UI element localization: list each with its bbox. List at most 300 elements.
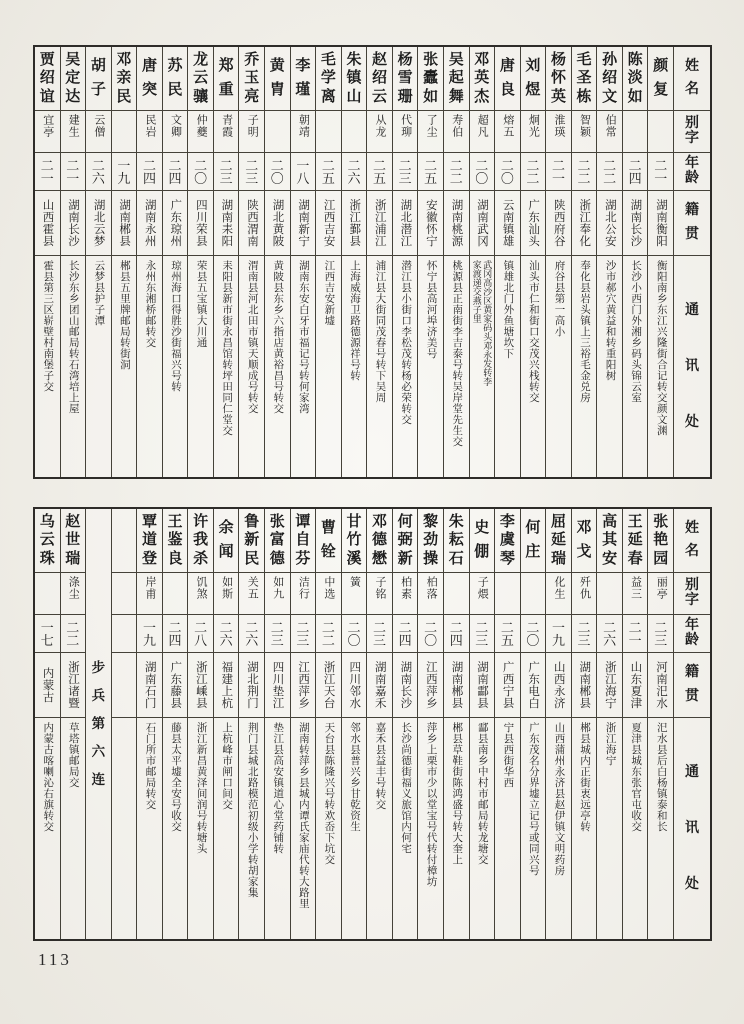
- header-native-place-label: [674, 190, 710, 255]
- name-char: 安: [602, 550, 618, 567]
- native-place-text: 四川邻水: [348, 661, 361, 709]
- name-char: 张: [423, 51, 439, 68]
- age-char: 三: [296, 632, 310, 648]
- age-char: 二: [475, 157, 489, 173]
- address-cell: [163, 717, 188, 939]
- roster-entry-column: [136, 509, 162, 939]
- name-char: 云: [193, 70, 209, 86]
- address-text: 夏津县城东张官屯收交: [630, 722, 642, 832]
- roster-entry-column: [238, 47, 264, 477]
- name-char: 竹: [346, 532, 362, 548]
- age-char: 〇: [347, 632, 361, 648]
- roster-entry-column: [545, 47, 571, 477]
- native-place-text: 内蒙古: [41, 667, 54, 703]
- alias-cell: [393, 110, 418, 152]
- age-cell: [61, 152, 86, 190]
- name-cell: [35, 509, 60, 572]
- age-char: 三: [245, 170, 259, 186]
- age-cell: [367, 152, 392, 190]
- name-cell: [444, 47, 469, 110]
- address-cell: [137, 255, 162, 477]
- unit-section-column: [85, 509, 111, 939]
- name-char: 达: [65, 88, 81, 105]
- age-cell: [521, 152, 546, 190]
- unit-section-char: 六: [91, 744, 106, 759]
- age-char: 二: [654, 157, 668, 173]
- alias-text: 子明: [246, 114, 259, 138]
- native-place-text: 陕西渭南: [245, 199, 258, 247]
- name-char: 琴: [499, 550, 515, 567]
- roster-entry-column: [162, 509, 188, 939]
- address-text: 郴县草鞋街陈鸿盛号转大奎上: [451, 722, 463, 865]
- native-place-cell: [597, 652, 622, 717]
- roster-entry-column: [571, 47, 597, 477]
- native-place-cell: [291, 190, 316, 255]
- alias-text: 簧: [348, 576, 361, 588]
- name-char: 新: [244, 532, 260, 548]
- name-cell: [137, 509, 162, 572]
- age-cell: [546, 614, 571, 652]
- roster-entry-column: [469, 509, 495, 939]
- name-char: 戈: [576, 544, 592, 561]
- native-place-cell: [623, 190, 648, 255]
- address-text: 浙江海宁: [604, 722, 616, 766]
- native-place-text: 湖南长沙: [67, 199, 80, 247]
- roster-entry-column: [238, 509, 264, 939]
- name-char: 刘: [525, 57, 541, 74]
- name-char: 劲: [423, 532, 439, 548]
- address-cell: [648, 717, 673, 939]
- name-char: 新: [397, 550, 413, 567]
- header-char: 字: [685, 131, 699, 147]
- age-cell: [367, 614, 392, 652]
- alias-cell: [521, 572, 546, 614]
- name-char: 重: [218, 82, 234, 99]
- name-char: 倗: [474, 544, 490, 561]
- address-cell: [137, 717, 162, 939]
- age-char: 二: [373, 619, 387, 635]
- native-place-text: 福建上杭: [220, 661, 233, 709]
- name-char: 朱: [448, 513, 464, 530]
- alias-cell: [265, 110, 290, 152]
- alias-text: 关五: [246, 576, 259, 600]
- address-cell: [112, 255, 137, 477]
- age-char: 四: [449, 632, 463, 648]
- age-char: 二: [526, 157, 540, 173]
- native-place-text: 云南镇雄: [501, 199, 514, 247]
- alias-text: 伯常: [604, 114, 617, 138]
- name-cell: [342, 509, 367, 572]
- age-char: 一: [551, 619, 565, 635]
- alias-text: 岸甫: [143, 576, 156, 600]
- name-char: 黄: [269, 57, 285, 74]
- age-cell: [35, 152, 60, 190]
- name-cell: [214, 47, 239, 110]
- age-cell: [572, 614, 597, 652]
- alias-text: 涤尘: [67, 576, 80, 600]
- native-place-cell: [214, 652, 239, 717]
- address-text: 上海威海卫路德源祥号转: [348, 260, 360, 381]
- header-char: 通: [685, 764, 699, 780]
- name-char: 朱: [346, 51, 362, 68]
- name-cell: [265, 47, 290, 110]
- native-place-text: 陕西府谷: [552, 199, 565, 247]
- name-cell: [418, 47, 443, 110]
- empty-address-cell: [112, 717, 137, 939]
- header-char: 处: [685, 876, 699, 892]
- age-char: 二: [347, 619, 361, 635]
- age-char: 二: [449, 157, 463, 173]
- native-place-cell: [163, 190, 188, 255]
- name-cell: [342, 47, 367, 110]
- address-text: 奉化县岩头镇上三裕毛金兑房: [579, 260, 591, 403]
- name-cell: [291, 509, 316, 572]
- address-cell: [470, 255, 495, 477]
- name-char: 李: [499, 513, 515, 530]
- name-char: 学: [320, 70, 336, 86]
- name-char: 淡: [627, 70, 643, 86]
- age-char: 六: [603, 632, 617, 648]
- alias-cell: [316, 572, 341, 614]
- name-cell: [163, 47, 188, 110]
- native-place-text: 湖北公安: [603, 199, 616, 247]
- alias-cell: [137, 572, 162, 614]
- name-char: 如: [627, 88, 643, 105]
- header-char: 年: [685, 618, 699, 634]
- address-text: 邻水县普兴乡甘乾资生: [348, 722, 360, 832]
- age-char: 二: [270, 157, 284, 173]
- header-char: 通: [685, 302, 699, 318]
- age-char: 二: [424, 619, 438, 635]
- name-char: 覃: [141, 513, 157, 530]
- name-char: 起: [448, 70, 464, 86]
- name-cell: [137, 47, 162, 110]
- address-text: 郴县城内正街衷远亭转: [579, 722, 591, 832]
- name-char: 煜: [525, 82, 541, 99]
- address-cell: [239, 717, 264, 939]
- alias-cell: [393, 572, 418, 614]
- native-place-cell: [239, 652, 264, 717]
- alias-cell: [265, 572, 290, 614]
- name-char: 登: [141, 550, 157, 567]
- roster-entry-column: [187, 509, 213, 939]
- alias-text: 智颖: [578, 114, 591, 138]
- name-char: 鲁: [244, 513, 260, 530]
- alias-text: 子煨: [476, 576, 489, 600]
- name-cell: [597, 509, 622, 572]
- address-text: 武冈高沙区黄家码头邓永发转李家渡递交燕子里: [471, 260, 493, 386]
- roster-entry-column: [366, 509, 392, 939]
- header-char: 处: [685, 414, 699, 430]
- alias-text: 柏素: [399, 576, 412, 600]
- age-cell: [291, 152, 316, 190]
- roster-entry-column: [60, 47, 86, 477]
- address-cell: [521, 255, 546, 477]
- address-cell: [239, 255, 264, 477]
- address-text: 郴县五里牌邮局转街洞: [118, 260, 130, 370]
- name-char: 邓: [372, 513, 388, 530]
- age-cell: [648, 152, 673, 190]
- age-cell: [137, 614, 162, 652]
- age-char: 二: [603, 170, 617, 186]
- age-cell: [444, 152, 469, 190]
- name-char: 玉: [244, 70, 260, 86]
- name-char: 操: [423, 550, 439, 567]
- name-char: 我: [193, 532, 209, 548]
- name-char: 杀: [193, 550, 209, 567]
- name-char: 珊: [397, 88, 413, 105]
- age-char: 二: [603, 157, 617, 173]
- native-place-text: 湖南桃源: [450, 199, 463, 247]
- native-place-cell: [137, 652, 162, 717]
- name-char: 吴: [65, 51, 81, 68]
- native-place-cell: [572, 652, 597, 717]
- address-cell: [367, 717, 392, 939]
- age-char: 五: [321, 170, 335, 186]
- age-cell: [291, 614, 316, 652]
- roster-entry-column: [571, 509, 597, 939]
- name-char: 雪: [397, 70, 413, 86]
- name-char: 延: [550, 532, 566, 548]
- age-cell: [418, 614, 443, 652]
- name-cell: [188, 509, 213, 572]
- age-char: 六: [219, 632, 233, 648]
- name-char: 富: [269, 532, 285, 548]
- age-char: 四: [168, 632, 182, 648]
- alias-cell: [61, 110, 86, 152]
- name-cell: [239, 509, 264, 572]
- alias-cell: [137, 110, 162, 152]
- address-cell: [86, 255, 111, 477]
- name-char: 良: [499, 82, 515, 99]
- age-char: 二: [449, 170, 463, 186]
- native-place-cell: [393, 652, 418, 717]
- name-char: 乔: [244, 51, 260, 68]
- age-char: 〇: [424, 632, 438, 648]
- address-cell: [572, 717, 597, 939]
- native-place-text: 浙江奉化: [578, 199, 591, 247]
- name-char: 珠: [39, 550, 55, 567]
- roster-entry-column: [290, 47, 316, 477]
- alias-cell: [444, 110, 469, 152]
- alias-cell: [291, 572, 316, 614]
- age-char: 二: [577, 619, 591, 635]
- age-cell: [214, 152, 239, 190]
- alias-cell: [112, 110, 137, 152]
- roster-entry-column: [596, 509, 622, 939]
- roster-entry-column: [443, 47, 469, 477]
- address-text: 嘉禾县益丰号转交: [374, 722, 386, 810]
- name-cell: [35, 47, 60, 110]
- address-text: 渭南县河北田市镇天顺成号转交: [246, 260, 258, 414]
- address-text: 云梦县护子潭: [93, 260, 105, 326]
- name-char: 骧: [193, 88, 209, 105]
- age-char: 二: [66, 632, 80, 648]
- alias-cell: [86, 110, 111, 152]
- header-char: 贯: [685, 226, 699, 242]
- address-text: 草塔镇邮局交: [67, 722, 79, 788]
- alias-text: 朝靖: [297, 114, 310, 138]
- name-char: 春: [627, 550, 643, 567]
- age-char: 二: [142, 157, 156, 173]
- name-cell: [367, 47, 392, 110]
- roster-entry-column: [264, 509, 290, 939]
- header-char: 籍: [685, 203, 699, 219]
- address-cell: [546, 717, 571, 939]
- alias-cell: [444, 572, 469, 614]
- name-cell: [291, 47, 316, 110]
- address-cell: [35, 255, 60, 477]
- header-char: 字: [685, 593, 699, 609]
- alias-text: 洁行: [297, 576, 310, 600]
- name-char: 庄: [525, 544, 541, 561]
- age-char: 二: [40, 157, 54, 173]
- header-char: 别: [685, 115, 699, 131]
- age-char: 〇: [270, 170, 284, 186]
- native-place-text: 湖北黄陂: [271, 199, 284, 247]
- address-cell: [444, 255, 469, 477]
- name-char: 赵: [65, 513, 81, 530]
- name-cell: [367, 509, 392, 572]
- roster-entry-column: [494, 509, 520, 939]
- empty-name-cell: [112, 509, 137, 572]
- age-cell: [316, 614, 341, 652]
- age-char: 〇: [526, 632, 540, 648]
- address-text: 江西吉安新墟: [323, 260, 335, 326]
- age-cell: [393, 152, 418, 190]
- native-place-cell: [112, 190, 137, 255]
- name-cell: [239, 47, 264, 110]
- native-place-cell: [495, 652, 520, 717]
- address-cell: [546, 255, 571, 477]
- alias-text: 子铭: [374, 576, 387, 600]
- name-char: 张: [269, 513, 285, 530]
- alias-cell: [35, 572, 60, 614]
- age-char: 二: [449, 619, 463, 635]
- age-char: 二: [500, 619, 514, 635]
- name-char: 王: [627, 513, 643, 530]
- alias-text: 代珋: [399, 114, 412, 138]
- address-cell: [521, 717, 546, 939]
- name-char: 镇: [346, 70, 362, 86]
- address-cell: [623, 717, 648, 939]
- age-char: 二: [219, 157, 233, 173]
- native-place-text: 广西宁县: [501, 661, 514, 709]
- alias-cell: [214, 572, 239, 614]
- roster-entry-column: [443, 509, 469, 939]
- age-char: 七: [40, 632, 54, 648]
- address-cell: [393, 717, 418, 939]
- age-char: 五: [424, 170, 438, 186]
- native-place-cell: [648, 652, 673, 717]
- age-char: 二: [398, 619, 412, 635]
- name-char: 文: [602, 88, 618, 105]
- native-place-text: 湖南武冈: [476, 199, 489, 247]
- alias-cell: [648, 572, 673, 614]
- unit-section-char: 兵: [91, 688, 106, 703]
- unit-section-char: 第: [91, 716, 106, 731]
- roster-table-top: [33, 45, 712, 479]
- address-cell: [470, 717, 495, 939]
- address-cell: [188, 255, 213, 477]
- age-char: 八: [194, 632, 208, 648]
- age-char: 一: [66, 170, 80, 186]
- age-cell: [623, 614, 648, 652]
- age-cell: [214, 614, 239, 652]
- roster-entry-column: [187, 47, 213, 477]
- native-place-text: 安徽怀宁: [424, 199, 437, 247]
- name-char: 子: [90, 82, 106, 99]
- alias-cell: [316, 110, 341, 152]
- address-cell: [342, 255, 367, 477]
- native-place-cell: [393, 190, 418, 255]
- name-char: 离: [320, 88, 336, 105]
- age-char: 九: [142, 632, 156, 648]
- native-place-text: 湖北荆门: [245, 661, 258, 709]
- table-header-column: [673, 509, 710, 939]
- name-char: 张: [653, 513, 669, 530]
- native-place-text: 湖南嘉禾: [373, 661, 386, 709]
- age-cell: [137, 152, 162, 190]
- native-place-cell: [291, 652, 316, 717]
- name-cell: [572, 47, 597, 110]
- address-cell: [572, 255, 597, 477]
- age-cell: [163, 614, 188, 652]
- alias-text: 丽亭: [655, 576, 668, 600]
- alias-cell: [367, 110, 392, 152]
- age-char: 一: [296, 157, 310, 173]
- alias-cell: [418, 572, 443, 614]
- native-place-text: 广东琼州: [169, 199, 182, 247]
- age-char: 九: [117, 170, 131, 186]
- name-char: 鉴: [167, 532, 183, 548]
- name-char: 石: [448, 550, 464, 567]
- name-char: 胡: [90, 57, 106, 74]
- age-char: 三: [654, 632, 668, 648]
- header-char: 龄: [685, 170, 699, 186]
- name-char: 德: [269, 550, 285, 567]
- address-text: 长沙尚德街福义旅馆内何宅: [400, 722, 412, 854]
- alias-cell: [342, 572, 367, 614]
- age-char: 二: [245, 157, 259, 173]
- age-char: 二: [66, 157, 80, 173]
- age-char: 四: [628, 170, 642, 186]
- alias-cell: [163, 572, 188, 614]
- alias-text: 熔五: [501, 114, 514, 138]
- age-cell: [597, 152, 622, 190]
- roster-entry-column: [341, 509, 367, 939]
- name-char: 自: [295, 532, 311, 548]
- alias-cell: [239, 572, 264, 614]
- address-cell: [61, 255, 86, 477]
- roster-entry-column: [622, 47, 648, 477]
- address-text: 荣县五宝镇大川通: [195, 260, 207, 348]
- header-address-label: [674, 717, 710, 939]
- age-char: 五: [500, 632, 514, 648]
- age-char: 三: [398, 170, 412, 186]
- roster-entry-column: [315, 47, 341, 477]
- alias-text: 建生: [67, 114, 80, 138]
- alias-cell: [546, 572, 571, 614]
- native-place-text: 四川荣县: [194, 199, 207, 247]
- native-place-cell: [572, 190, 597, 255]
- age-char: 二: [577, 157, 591, 173]
- address-text: 潜江县小街口李松茂转杨必荣转交: [400, 260, 412, 425]
- alias-cell: [597, 110, 622, 152]
- roster-entry-column: [545, 509, 571, 939]
- age-cell: [265, 152, 290, 190]
- native-place-text: 广东汕头: [527, 199, 540, 247]
